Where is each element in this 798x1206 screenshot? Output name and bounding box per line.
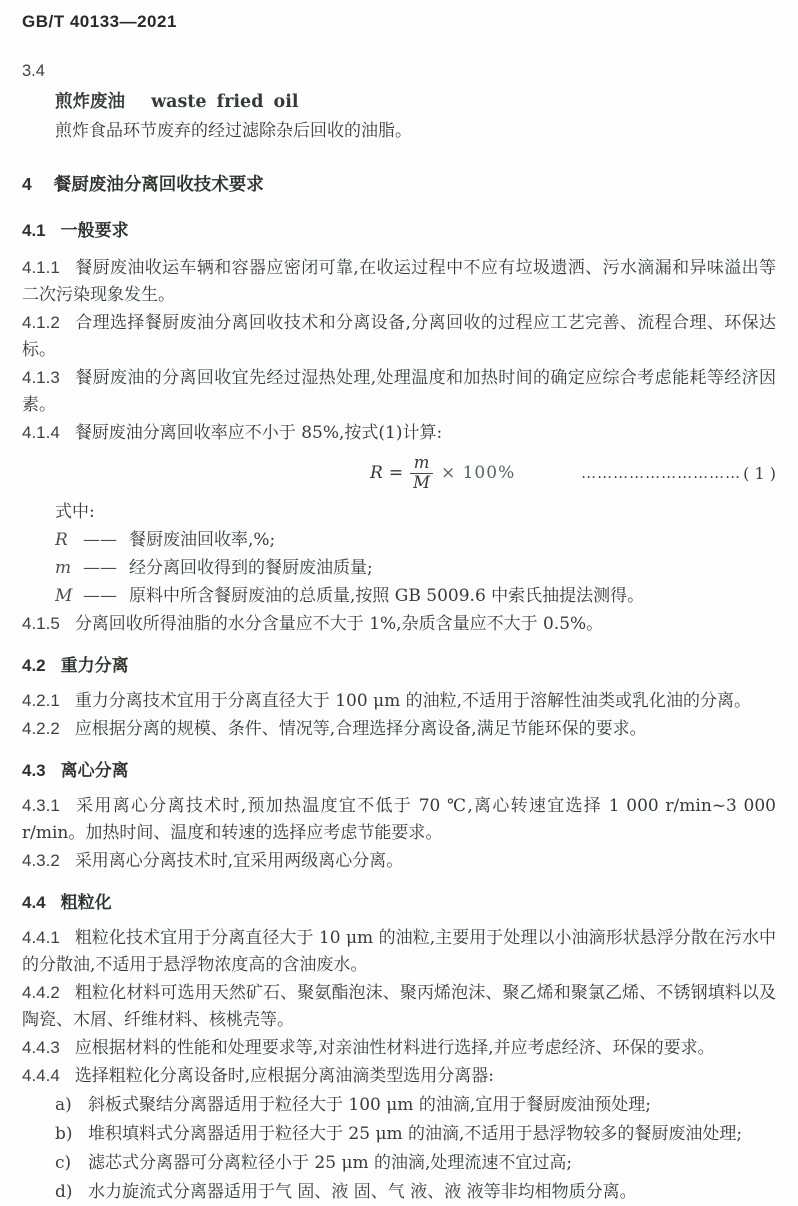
paragraph-text: 餐厨废油分离回收率应不小于 85%,按式(1)计算: (74, 423, 443, 443)
symbol: M (55, 586, 73, 606)
term-title (22, 88, 776, 115)
paragraph-number: 4.1.5 (22, 614, 60, 633)
symbol: m (55, 558, 72, 578)
section-4-4-heading (22, 890, 776, 915)
paragraph-text: 重力分离技术宜用于分离直径大于 100 μm 的油粒,不适用于溶解性油类或乳化油的分离。 (74, 691, 752, 711)
section-4-2-title: 重力分离 (60, 656, 129, 675)
term-definition: 煎炸食品环节废弃的经过滤除杂后回收的油脂。 (55, 121, 412, 141)
section-4-3-heading (22, 758, 776, 783)
symbol-meaning: 餐厨废油回收率,%; (129, 530, 276, 550)
section-4-2-heading (22, 653, 776, 678)
symbol: R (55, 530, 68, 550)
fraction-denominator: M (413, 472, 430, 492)
equation-fraction (409, 454, 434, 493)
paragraph-text: 粗粒化技术宜用于分离直径大于 10 μm 的油粒,主要用于处理以小油滴形状悬浮分散在污水中的分散油,不适用于悬浮物浓度高的含油废水。 (22, 928, 776, 975)
paragraph-4-1-4 (22, 419, 776, 447)
paragraph-text: 采用离心分离技术时,预加热温度宜不低于 70 ℃,离心转速宜选择 1 000 r/min~3 000 r/min。加热时间、温度和转速的选择应考虑节能要求。 (22, 796, 776, 843)
paragraph-number: 4.1.4 (22, 423, 60, 442)
equation-1-expression (370, 454, 515, 493)
leader-dots: ………………………… (581, 464, 742, 482)
equation-multiplier: × 100% (440, 463, 516, 483)
equation-equals: = (388, 463, 404, 483)
paragraph-number: 4.1.2 (22, 313, 60, 332)
paragraph-4-1-5 (22, 610, 776, 638)
paragraph-number: 4.4.4 (22, 1066, 60, 1085)
term-title-en: waste fried oil (151, 92, 299, 112)
section-4-2-number: 4.2 (22, 656, 46, 675)
symbol-dash: —— (83, 530, 117, 550)
where-label: 式中: (55, 502, 95, 522)
paragraph-text: 粗粒化材料可选用天然矿石、聚氨酯泡沫、聚丙烯泡沫、聚乙烯和聚氯乙烯、不锈钢填料以及陶瓷、木屑、纤维材料、核桃壳等。 (22, 983, 776, 1030)
symbol-dash: —— (83, 586, 117, 606)
paragraph-text: 应根据分离的规模、条件、情况等,合理选择分离设备,满足节能环保的要求。 (74, 719, 647, 739)
symbol-meaning: 原料中所含餐厨废油的总质量,按照 GB 5009.6 中索氏抽提法测得。 (129, 586, 645, 606)
paragraph-number: 4.4.1 (22, 928, 60, 947)
list-letter: c) (55, 1153, 72, 1173)
list-letter: b) (55, 1124, 73, 1144)
paragraph-4-1-1 (22, 254, 776, 309)
clause-4-number: 4 (22, 174, 32, 194)
equation-lhs: R (370, 463, 383, 483)
symbol-dash: —— (83, 558, 117, 578)
list-text: 水力旋流式分离器适用于气 固、液 固、气 液、液 液等非均相物质分离。 (88, 1182, 637, 1202)
fraction-numerator: m (410, 454, 434, 474)
paragraph-4-4-4 (22, 1062, 776, 1090)
paragraph-number: 4.4.2 (22, 983, 60, 1002)
section-4-1-heading (22, 218, 776, 243)
clause-4-heading (22, 171, 776, 197)
section-4-4-number: 4.4 (22, 893, 46, 912)
paragraph-number: 4.2.2 (22, 719, 60, 738)
doc-number: GB/T 40133—2021 (22, 12, 177, 31)
paragraph-text: 合理选择餐厨废油分离回收技术和分离设备,分离回收的过程应工艺完善、流程合理、环保达标。 (22, 313, 776, 360)
section-4-1-title: 一般要求 (60, 221, 129, 240)
equation-1 (22, 448, 776, 498)
paragraph-text: 选择粗粒化分离设备时,应根据分离油滴类型选用分离器: (74, 1066, 494, 1086)
section-4-4-title: 粗粒化 (60, 893, 112, 912)
list-text: 滤芯式分离器可分离粒径小于 25 μm 的油滴,处理流速不宜过高; (88, 1153, 573, 1173)
section-4-3-number: 4.3 (22, 761, 46, 780)
paragraph-text: 采用离心分离技术时,宜采用两级离心分离。 (74, 851, 404, 871)
paragraph-number: 4.1.3 (22, 368, 60, 387)
paragraph-4-3-2 (22, 847, 776, 875)
symbol-definition-R (22, 526, 776, 554)
list-letter: d) (55, 1182, 73, 1202)
section-4-3-title: 离心分离 (60, 761, 129, 780)
paragraph-number: 4.1.1 (22, 258, 60, 277)
term-number: 3.4 (22, 62, 45, 80)
paragraph-text: 餐厨废油的分离回收宜先经过湿热处理,处理温度和加热时间的确定应综合考虑能耗等经济因素。 (22, 368, 776, 415)
list-letter: a) (55, 1095, 72, 1115)
symbol-definition-M (22, 582, 776, 610)
equation-number-label: ( 1 ) (743, 463, 776, 483)
paragraph-text: 应根据材料的性能和处理要求等,对亲油性材料进行选择,并应考虑经济、环保的要求。 (74, 1038, 715, 1058)
list-item-c (22, 1150, 776, 1177)
list-item-a (22, 1092, 776, 1119)
paragraph-4-1-2 (22, 309, 776, 364)
symbol-meaning: 经分离回收得到的餐厨废油质量; (129, 558, 373, 578)
paragraph-text: 餐厨废油收运车辆和容器应密闭可靠,在收运过程中不应有垃圾遗洒、污水滴漏和异味溢出等二次污染现象发生。 (22, 258, 776, 305)
equation-leader (581, 464, 776, 483)
paragraph-number: 4.4.3 (22, 1038, 60, 1057)
paragraph-text: 分离回收所得油脂的水分含量应不大于 1%,杂质含量应不大于 0.5%。 (74, 614, 604, 634)
clause-4-title: 餐厨废油分离回收技术要求 (53, 174, 264, 194)
list-item-d (22, 1179, 776, 1206)
paragraph-4-2-2 (22, 715, 776, 743)
paragraph-4-3-1 (22, 792, 776, 847)
paragraph-number: 4.3.2 (22, 851, 60, 870)
paragraph-number: 4.3.1 (22, 796, 60, 815)
term-section-3-4 (22, 59, 776, 145)
list-text: 堆积填料式分离器适用于粒径大于 25 μm 的油滴,不适用于悬浮物较多的餐厨废油处理; (88, 1124, 743, 1144)
paragraph-4-4-3 (22, 1034, 776, 1062)
paragraph-4-2-1 (22, 687, 776, 715)
term-title-zh: 煎炸废油 (55, 91, 125, 111)
paragraph-4-1-3 (22, 364, 776, 419)
list-text: 斜板式聚结分离器适用于粒径大于 100 μm 的油滴,宜用于餐厨废油预处理; (88, 1095, 651, 1115)
section-4-1-number: 4.1 (22, 221, 46, 240)
paragraph-4-4-2 (22, 979, 776, 1034)
list-item-b (22, 1121, 776, 1148)
paragraph-4-4-1 (22, 924, 776, 979)
symbol-definition-m (22, 554, 776, 582)
paragraph-number: 4.2.1 (22, 691, 60, 710)
